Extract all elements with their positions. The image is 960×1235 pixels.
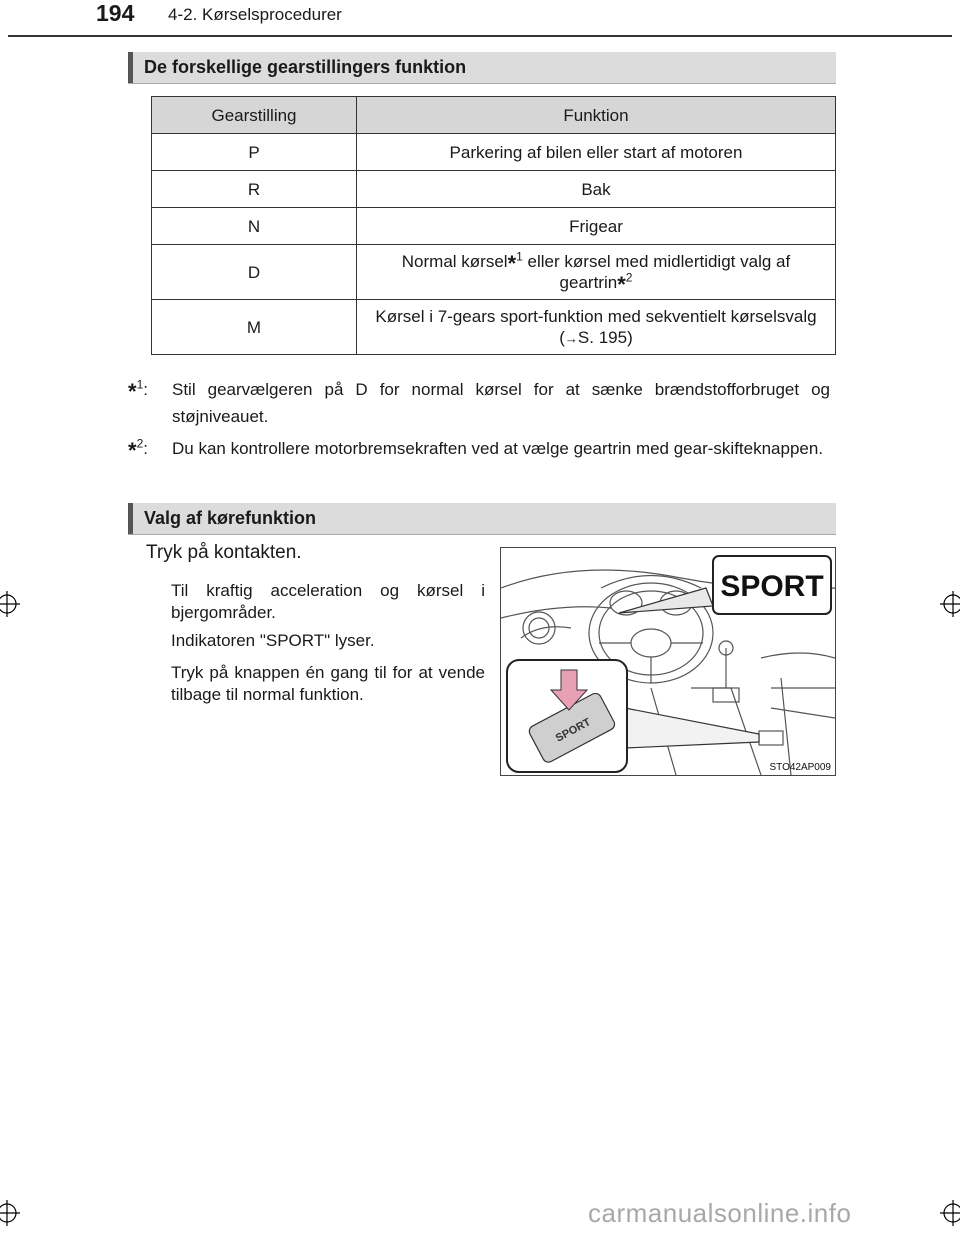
figure-code: STO42AP009 <box>769 762 831 773</box>
watermark[interactable]: carmanualsonline.info <box>588 1198 852 1228</box>
gear-position: M <box>152 300 357 355</box>
asterisk: * <box>128 379 137 404</box>
table-row <box>152 300 836 355</box>
footnote-1: *$^1$: Stil gearvælgeren på D for normal kørsel for at sænke brændstofforbruget og støjniveauet. <box>128 376 830 430</box>
table-row <box>152 208 836 245</box>
gear-position: R <box>152 171 357 208</box>
registration-mark-icon <box>940 591 960 617</box>
footnote-text: Du kan kontrollere motorbremsekraften ved at vælge geartrin med gear-skifteknappen. <box>172 439 824 458</box>
footnote-ref: 1 <box>516 249 523 264</box>
chapter-title: 4-2. Kørselsprocedurer <box>168 5 342 24</box>
section-accent <box>128 503 133 534</box>
section-title: Valg af kørefunktion <box>144 508 317 528</box>
page-reference[interactable]: S. 195) <box>577 327 633 347</box>
footnote-ref: 2 <box>625 270 633 285</box>
gear-function <box>357 300 836 355</box>
footnote-2: *$^2$: Du kan kontrollere motorbremsekraften ved at vælge geartrin med gear-skifteknappen. <box>128 435 830 462</box>
dashboard-illustration <box>501 548 835 775</box>
sport-button-label: SPORT <box>553 716 593 745</box>
gear-function: Parkering af bilen eller start af motoren <box>357 134 836 171</box>
section-heading-drive-mode <box>128 503 836 535</box>
sport-button-illustration <box>500 547 836 776</box>
table-row <box>152 134 836 171</box>
table-row <box>152 171 836 208</box>
registration-mark-icon <box>0 1200 20 1226</box>
footnote-number: 2 <box>136 436 144 451</box>
column-header-gear: Gearstilling <box>152 97 357 134</box>
asterisk: * <box>128 438 137 463</box>
gear-position: P <box>152 134 357 171</box>
arrow-icon: → <box>564 330 578 346</box>
header-divider <box>8 35 952 37</box>
table-row <box>152 245 836 300</box>
button-callout-pointer <box>625 708 759 748</box>
page-number: 194 <box>96 0 135 26</box>
function-text: eller kørsel med midlertidigt valg af geartrin <box>522 252 791 292</box>
sport-indicator-label: SPORT <box>720 570 824 603</box>
column-header-function: Funktion <box>357 97 836 134</box>
registration-mark-icon <box>940 1200 960 1226</box>
section-title: De forskellige gearstillingers funktion <box>144 57 467 77</box>
footnote-number: 1 <box>136 377 144 392</box>
gear-function: Frigear <box>357 208 836 245</box>
registration-mark-icon <box>0 591 20 617</box>
instruction-paragraph: Indikatoren "SPORT" lyser. <box>171 631 375 650</box>
asterisk: * <box>507 251 517 276</box>
gear-function-table <box>151 96 836 355</box>
instruction-heading: Tryk på kontakten. <box>146 542 302 563</box>
gear-position: N <box>152 208 357 245</box>
gear-function <box>357 245 836 300</box>
gear-function: Bak <box>357 171 836 208</box>
instruction-paragraph: Til kraftig acceleration og kørsel i bjergområder. <box>171 581 485 622</box>
table-header-row <box>152 97 836 134</box>
function-text: Normal kørsel <box>401 252 508 271</box>
asterisk: * <box>617 272 626 297</box>
footnote-text: Stil gearvælgeren på D for normal kørsel for at sænke brændstofforbruget og støjniveauet. <box>172 380 830 426</box>
function-text: Kørsel i 7-gears sport-funktion med sekventielt kørselsvalg ( <box>375 306 817 347</box>
instruction-paragraph: Tryk på knappen én gang til for at vende tilbage til normal funktion. <box>171 663 485 704</box>
gear-position: D <box>152 245 357 300</box>
section-heading-gear-functions <box>128 52 836 84</box>
section-accent <box>128 52 133 83</box>
